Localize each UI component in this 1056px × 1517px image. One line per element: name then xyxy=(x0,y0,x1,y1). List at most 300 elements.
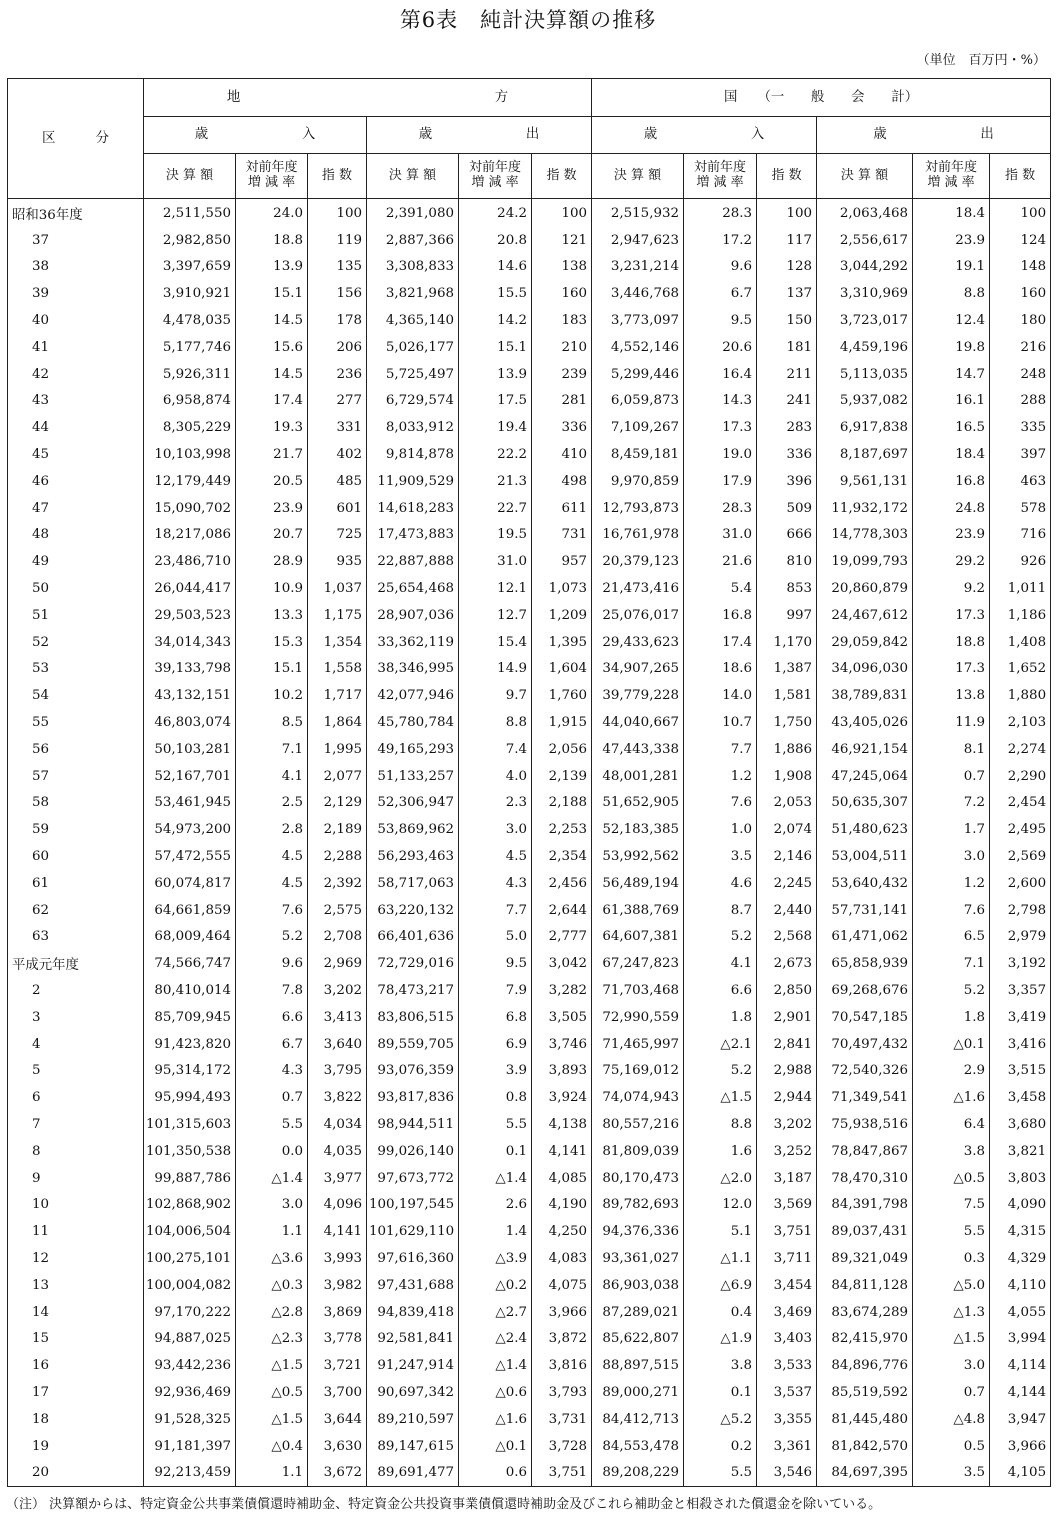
table-cell: 84,896,776 xyxy=(817,1352,913,1379)
table-cell: 9,561,131 xyxy=(817,468,913,495)
table-cell: 7.8 xyxy=(236,977,308,1004)
table-cell: 3,751 xyxy=(757,1218,817,1245)
table-cell: 81,842,570 xyxy=(817,1433,913,1460)
table-cell: 3,924 xyxy=(532,1084,592,1111)
table-cell: 810 xyxy=(757,548,817,575)
table-cell: 2,103 xyxy=(990,709,1051,736)
table-cell: 3,569 xyxy=(757,1191,817,1218)
table-cell: 2,456 xyxy=(532,870,592,897)
table-cell: 93,076,359 xyxy=(367,1058,459,1085)
header-national: 国 （一 般 会 計） xyxy=(592,79,1051,117)
table-row xyxy=(8,1352,1051,1379)
table-cell: 3,192 xyxy=(990,950,1051,977)
table-cell: 14.5 xyxy=(236,307,308,334)
table-cell: 1,354 xyxy=(308,629,367,656)
table-cell: 52,167,701 xyxy=(144,763,236,790)
table-cell: 94,839,418 xyxy=(367,1299,459,1326)
table-cell: 1,408 xyxy=(990,629,1051,656)
table-cell: 1.8 xyxy=(913,1004,990,1031)
table-cell: 48,001,281 xyxy=(592,763,684,790)
table-cell: 11.9 xyxy=(913,709,990,736)
table-cell: 85,622,807 xyxy=(592,1325,684,1352)
table-cell: 16.4 xyxy=(684,361,757,388)
table-cell: 2,979 xyxy=(990,924,1051,951)
table-cell: 23.9 xyxy=(913,522,990,549)
table-cell: 281 xyxy=(532,388,592,415)
table-cell: 731 xyxy=(532,522,592,549)
table-cell: 210 xyxy=(532,334,592,361)
table-cell: 8.5 xyxy=(236,709,308,736)
table-cell: 81,809,039 xyxy=(592,1138,684,1165)
table-cell: 2,511,550 xyxy=(144,199,236,227)
table-cell: △1.6 xyxy=(913,1084,990,1111)
table-cell: 3,644 xyxy=(308,1406,367,1433)
table-cell: △1.1 xyxy=(684,1245,757,1272)
table-cell: 331 xyxy=(308,414,367,441)
table-cell: 3,546 xyxy=(757,1459,817,1486)
table-cell: 211 xyxy=(757,361,817,388)
table-cell: 46,803,074 xyxy=(144,709,236,736)
table-cell: 84,811,128 xyxy=(817,1272,913,1299)
table-cell: 60,074,817 xyxy=(144,870,236,897)
row-label: 18 xyxy=(8,1406,144,1433)
table-cell: 100 xyxy=(757,199,817,227)
table-cell: 2,982,850 xyxy=(144,227,236,254)
table-cell: 8.7 xyxy=(684,897,757,924)
table-cell: 2,947,623 xyxy=(592,227,684,254)
table-cell: 3,821,968 xyxy=(367,280,459,307)
table-cell: 17.3 xyxy=(684,414,757,441)
row-label: 5 xyxy=(8,1058,144,1085)
table-cell: 21.6 xyxy=(684,548,757,575)
table-row xyxy=(8,1245,1051,1272)
table-cell: 601 xyxy=(308,495,367,522)
table-cell: 2,887,366 xyxy=(367,227,459,254)
header-change: 対前年度 増 減 率 xyxy=(684,154,757,199)
table-cell: 150 xyxy=(757,307,817,334)
table-cell: 239 xyxy=(532,361,592,388)
table-cell: 2,077 xyxy=(308,763,367,790)
row-label: 17 xyxy=(8,1379,144,1406)
table-cell: 53,640,432 xyxy=(817,870,913,897)
table-row xyxy=(8,361,1051,388)
table-cell: 23.9 xyxy=(913,227,990,254)
table-cell: 71,349,541 xyxy=(817,1084,913,1111)
table-cell: 101,350,538 xyxy=(144,1138,236,1165)
table-cell: 3,746 xyxy=(532,1031,592,1058)
table-cell: △3.6 xyxy=(236,1245,308,1272)
table-cell: 4,144 xyxy=(990,1379,1051,1406)
table-cell: 92,213,459 xyxy=(144,1459,236,1486)
table-cell: 3,469 xyxy=(757,1299,817,1326)
row-label: 56 xyxy=(8,736,144,763)
table-cell: 17.3 xyxy=(913,602,990,629)
table-cell: 3,778 xyxy=(308,1325,367,1352)
table-cell: 10.9 xyxy=(236,575,308,602)
table-cell: 4,141 xyxy=(532,1138,592,1165)
table-cell: 725 xyxy=(308,522,367,549)
row-label: 37 xyxy=(8,227,144,254)
table-cell: 0.5 xyxy=(913,1433,990,1460)
table-cell: 14.2 xyxy=(459,307,532,334)
table-cell: 4,096 xyxy=(308,1191,367,1218)
table-cell: 7.9 xyxy=(459,977,532,1004)
table-cell: 26,044,417 xyxy=(144,575,236,602)
table-row xyxy=(8,254,1051,281)
table-cell: 22,887,888 xyxy=(367,548,459,575)
table-cell: 28,907,036 xyxy=(367,602,459,629)
table-cell: 8,305,229 xyxy=(144,414,236,441)
table-cell: 93,361,027 xyxy=(592,1245,684,1272)
table-row xyxy=(8,548,1051,575)
header-amount: 決 算 額 xyxy=(144,154,236,199)
table-cell: 53,004,511 xyxy=(817,843,913,870)
table-cell: 19,099,793 xyxy=(817,548,913,575)
table-cell: 20.7 xyxy=(236,522,308,549)
row-label: 10 xyxy=(8,1191,144,1218)
table-cell: 121 xyxy=(532,227,592,254)
table-cell: 18.8 xyxy=(236,227,308,254)
table-row xyxy=(8,816,1051,843)
table-cell: 2,189 xyxy=(308,816,367,843)
table-cell: 2,245 xyxy=(757,870,817,897)
table-row xyxy=(8,897,1051,924)
table-cell: 91,423,820 xyxy=(144,1031,236,1058)
table-cell: 10.7 xyxy=(684,709,757,736)
table-cell: 1,209 xyxy=(532,602,592,629)
table-cell: 3,947 xyxy=(990,1406,1051,1433)
table-cell: 29.2 xyxy=(913,548,990,575)
table-cell: 4,138 xyxy=(532,1111,592,1138)
table-cell: 5.5 xyxy=(684,1459,757,1486)
table-cell: 3,723,017 xyxy=(817,307,913,334)
row-label: 昭和36年度 xyxy=(8,199,144,227)
table-cell: 3,202 xyxy=(757,1111,817,1138)
table-cell: 8.8 xyxy=(913,280,990,307)
table-cell: 21.7 xyxy=(236,441,308,468)
table-row xyxy=(8,1272,1051,1299)
table-cell: 3,773,097 xyxy=(592,307,684,334)
table-cell: 335 xyxy=(990,414,1051,441)
table-cell: 68,009,464 xyxy=(144,924,236,951)
table-cell: 2.3 xyxy=(459,790,532,817)
row-label: 54 xyxy=(8,682,144,709)
table-cell: 6.7 xyxy=(236,1031,308,1058)
table-cell: 85,519,592 xyxy=(817,1379,913,1406)
table-cell: 5,926,311 xyxy=(144,361,236,388)
table-row xyxy=(8,227,1051,254)
table-cell: △2.8 xyxy=(236,1299,308,1326)
table-cell: 3,533 xyxy=(757,1352,817,1379)
table-cell: 7.7 xyxy=(459,897,532,924)
table-cell: 2,556,617 xyxy=(817,227,913,254)
table-cell: 39,133,798 xyxy=(144,656,236,683)
table-cell: △5.2 xyxy=(684,1406,757,1433)
table-cell: 2,569 xyxy=(990,843,1051,870)
table-cell: 75,169,012 xyxy=(592,1058,684,1085)
table-cell: 3,680 xyxy=(990,1111,1051,1138)
table-cell: 3,872 xyxy=(532,1325,592,1352)
table-cell: 14.6 xyxy=(459,254,532,281)
table-cell: 58,717,063 xyxy=(367,870,459,897)
table-cell: 10.2 xyxy=(236,682,308,709)
table-cell: 4,315 xyxy=(990,1218,1051,1245)
table-cell: 396 xyxy=(757,468,817,495)
table-cell: 2,129 xyxy=(308,790,367,817)
table-cell: 5.5 xyxy=(236,1111,308,1138)
row-label: 58 xyxy=(8,790,144,817)
table-cell: 1,880 xyxy=(990,682,1051,709)
table-cell: 4,190 xyxy=(532,1191,592,1218)
row-label: 42 xyxy=(8,361,144,388)
table-cell: 3,515 xyxy=(990,1058,1051,1085)
table-cell: 3.9 xyxy=(459,1058,532,1085)
table-cell: 19.0 xyxy=(684,441,757,468)
table-cell: 5.2 xyxy=(684,1058,757,1085)
table-cell: 3,310,969 xyxy=(817,280,913,307)
table-cell: 124 xyxy=(990,227,1051,254)
row-label: 14 xyxy=(8,1299,144,1326)
table-row xyxy=(8,843,1051,870)
row-label: 19 xyxy=(8,1433,144,1460)
table-cell: 926 xyxy=(990,548,1051,575)
table-cell: 137 xyxy=(757,280,817,307)
table-cell: 4,552,146 xyxy=(592,334,684,361)
table-cell: 4.6 xyxy=(684,870,757,897)
table-cell: 17,473,883 xyxy=(367,522,459,549)
table-cell: 5.2 xyxy=(684,924,757,951)
table-cell: △1.5 xyxy=(684,1084,757,1111)
row-label: 53 xyxy=(8,656,144,683)
table-cell: 89,782,693 xyxy=(592,1191,684,1218)
table-cell: △1.5 xyxy=(913,1325,990,1352)
table-row xyxy=(8,575,1051,602)
table-cell: 498 xyxy=(532,468,592,495)
table-cell: 19.5 xyxy=(459,522,532,549)
table-cell: 50,635,307 xyxy=(817,790,913,817)
table-cell: 6,917,838 xyxy=(817,414,913,441)
table-cell: 6.7 xyxy=(684,280,757,307)
table-cell: 66,401,636 xyxy=(367,924,459,951)
table-cell: 4.0 xyxy=(459,763,532,790)
table-cell: 2,901 xyxy=(757,1004,817,1031)
table-cell: 43,405,026 xyxy=(817,709,913,736)
table-cell: 71,703,468 xyxy=(592,977,684,1004)
table-cell: 2,708 xyxy=(308,924,367,951)
table-cell: 100 xyxy=(308,199,367,227)
table-cell: 160 xyxy=(990,280,1051,307)
table-cell: 2,777 xyxy=(532,924,592,951)
table-cell: 277 xyxy=(308,388,367,415)
table-cell: 1,170 xyxy=(757,629,817,656)
table-cell: 2,600 xyxy=(990,870,1051,897)
table-cell: 64,607,381 xyxy=(592,924,684,951)
table-cell: 78,847,867 xyxy=(817,1138,913,1165)
table-cell: 29,059,842 xyxy=(817,629,913,656)
table-cell: 24.2 xyxy=(459,199,532,227)
table-cell: 23.9 xyxy=(236,495,308,522)
table-cell: 84,391,798 xyxy=(817,1191,913,1218)
table-cell: 100 xyxy=(990,199,1051,227)
row-label: 62 xyxy=(8,897,144,924)
table-cell: 19.4 xyxy=(459,414,532,441)
table-cell: 3,458 xyxy=(990,1084,1051,1111)
table-cell: △5.0 xyxy=(913,1272,990,1299)
table-cell: 2,944 xyxy=(757,1084,817,1111)
table-cell: 3,202 xyxy=(308,977,367,1004)
header-change: 対前年度 増 減 率 xyxy=(459,154,532,199)
table-cell: △1.5 xyxy=(236,1406,308,1433)
table-cell: 89,321,049 xyxy=(817,1245,913,1272)
table-row xyxy=(8,1433,1051,1460)
table-cell: 5.1 xyxy=(684,1218,757,1245)
table-cell: 178 xyxy=(308,307,367,334)
table-cell: 45,780,784 xyxy=(367,709,459,736)
table-row xyxy=(8,414,1051,441)
table-cell: 38,346,995 xyxy=(367,656,459,683)
table-cell: 47,245,064 xyxy=(817,763,913,790)
table-row xyxy=(8,1191,1051,1218)
table-cell: 51,652,905 xyxy=(592,790,684,817)
table-cell: 25,076,017 xyxy=(592,602,684,629)
table-cell: 2,288 xyxy=(308,843,367,870)
table-cell: 206 xyxy=(308,334,367,361)
table-cell: 7.1 xyxy=(913,950,990,977)
table-cell: △1.6 xyxy=(459,1406,532,1433)
table-cell: 4,110 xyxy=(990,1272,1051,1299)
table-cell: 99,887,786 xyxy=(144,1165,236,1192)
table-cell: 3,505 xyxy=(532,1004,592,1031)
table-cell: 16,761,978 xyxy=(592,522,684,549)
table-cell: 3,282 xyxy=(532,977,592,1004)
table-row xyxy=(8,334,1051,361)
table-cell: 11,909,529 xyxy=(367,468,459,495)
table-cell: 81,445,480 xyxy=(817,1406,913,1433)
table-cell: 3,721 xyxy=(308,1352,367,1379)
header-amount: 決 算 額 xyxy=(367,154,459,199)
table-cell: 288 xyxy=(990,388,1051,415)
table-cell: 1,864 xyxy=(308,709,367,736)
table-cell: 24.8 xyxy=(913,495,990,522)
table-cell: 3,044,292 xyxy=(817,254,913,281)
table-cell: 4,478,035 xyxy=(144,307,236,334)
row-label: 2 xyxy=(8,977,144,1004)
table-cell: △1.9 xyxy=(684,1325,757,1352)
header-national-expenditure: 歳 出 xyxy=(817,117,1051,154)
row-label: 8 xyxy=(8,1138,144,1165)
table-cell: △1.3 xyxy=(913,1299,990,1326)
table-row xyxy=(8,1218,1051,1245)
table-cell: 4,365,140 xyxy=(367,307,459,334)
table-cell: 4,085 xyxy=(532,1165,592,1192)
table-cell: 3,403 xyxy=(757,1325,817,1352)
row-label: 44 xyxy=(8,414,144,441)
table-cell: 3,361 xyxy=(757,1433,817,1460)
table-cell: 3,728 xyxy=(532,1433,592,1460)
table-cell: 13.9 xyxy=(236,254,308,281)
table-cell: 9,970,859 xyxy=(592,468,684,495)
header-local: 地 方 xyxy=(144,79,592,117)
table-cell: 90,697,342 xyxy=(367,1379,459,1406)
table-cell: 83,806,515 xyxy=(367,1004,459,1031)
table-row xyxy=(8,1379,1051,1406)
table-cell: 4,105 xyxy=(990,1459,1051,1486)
table-cell: 3,795 xyxy=(308,1058,367,1085)
table-cell: 935 xyxy=(308,548,367,575)
table-cell: 6,059,873 xyxy=(592,388,684,415)
table-cell: 1,395 xyxy=(532,629,592,656)
table-cell: 2,053 xyxy=(757,790,817,817)
table-cell: 25,654,468 xyxy=(367,575,459,602)
table-cell: 3,187 xyxy=(757,1165,817,1192)
table-row xyxy=(8,870,1051,897)
header-amount: 決 算 額 xyxy=(592,154,684,199)
table-cell: 4,055 xyxy=(990,1299,1051,1326)
table-cell: 3,640 xyxy=(308,1031,367,1058)
table-cell: 3,793 xyxy=(532,1379,592,1406)
table-cell: △2.0 xyxy=(684,1165,757,1192)
table-cell: 20,860,879 xyxy=(817,575,913,602)
table-cell: 15.1 xyxy=(459,334,532,361)
table-cell: 128 xyxy=(757,254,817,281)
table-row xyxy=(8,307,1051,334)
table-cell: 14.3 xyxy=(684,388,757,415)
table-cell: 94,887,025 xyxy=(144,1325,236,1352)
table-cell: △1.5 xyxy=(236,1352,308,1379)
table-cell: 410 xyxy=(532,441,592,468)
table-cell: 97,431,688 xyxy=(367,1272,459,1299)
table-cell: 957 xyxy=(532,548,592,575)
table-row xyxy=(8,468,1051,495)
table-cell: 67,247,823 xyxy=(592,950,684,977)
table-cell: 1,750 xyxy=(757,709,817,736)
table-cell: 3,630 xyxy=(308,1433,367,1460)
table-row xyxy=(8,1111,1051,1138)
table-cell: 6.6 xyxy=(684,977,757,1004)
table-cell: 2.5 xyxy=(236,790,308,817)
row-label: 52 xyxy=(8,629,144,656)
table-cell: 4.3 xyxy=(236,1058,308,1085)
table-cell: 0.6 xyxy=(459,1459,532,1486)
row-label: 63 xyxy=(8,924,144,951)
table-cell: 2,139 xyxy=(532,763,592,790)
row-label: 43 xyxy=(8,388,144,415)
table-cell: 1.0 xyxy=(684,816,757,843)
table-cell: 34,907,265 xyxy=(592,656,684,683)
table-cell: 3,751 xyxy=(532,1459,592,1486)
table-cell: 17.4 xyxy=(236,388,308,415)
table-row xyxy=(8,1004,1051,1031)
table-cell: 100,004,082 xyxy=(144,1272,236,1299)
table-cell: 578 xyxy=(990,495,1051,522)
table-row xyxy=(8,1299,1051,1326)
table-cell: 17.4 xyxy=(684,629,757,656)
table-cell: 3,308,833 xyxy=(367,254,459,281)
table-row xyxy=(8,1138,1051,1165)
header-index: 指 数 xyxy=(990,154,1051,199)
table-cell: 15.4 xyxy=(459,629,532,656)
table-cell: 2,056 xyxy=(532,736,592,763)
table-cell: 2,063,468 xyxy=(817,199,913,227)
table-row xyxy=(8,736,1051,763)
table-cell: 4,329 xyxy=(990,1245,1051,1272)
row-label: 61 xyxy=(8,870,144,897)
table-cell: 1,915 xyxy=(532,709,592,736)
header-national-revenue: 歳 入 xyxy=(592,117,817,154)
table-cell: 89,037,431 xyxy=(817,1218,913,1245)
table-cell: 16.8 xyxy=(913,468,990,495)
table-cell: 15.1 xyxy=(236,656,308,683)
